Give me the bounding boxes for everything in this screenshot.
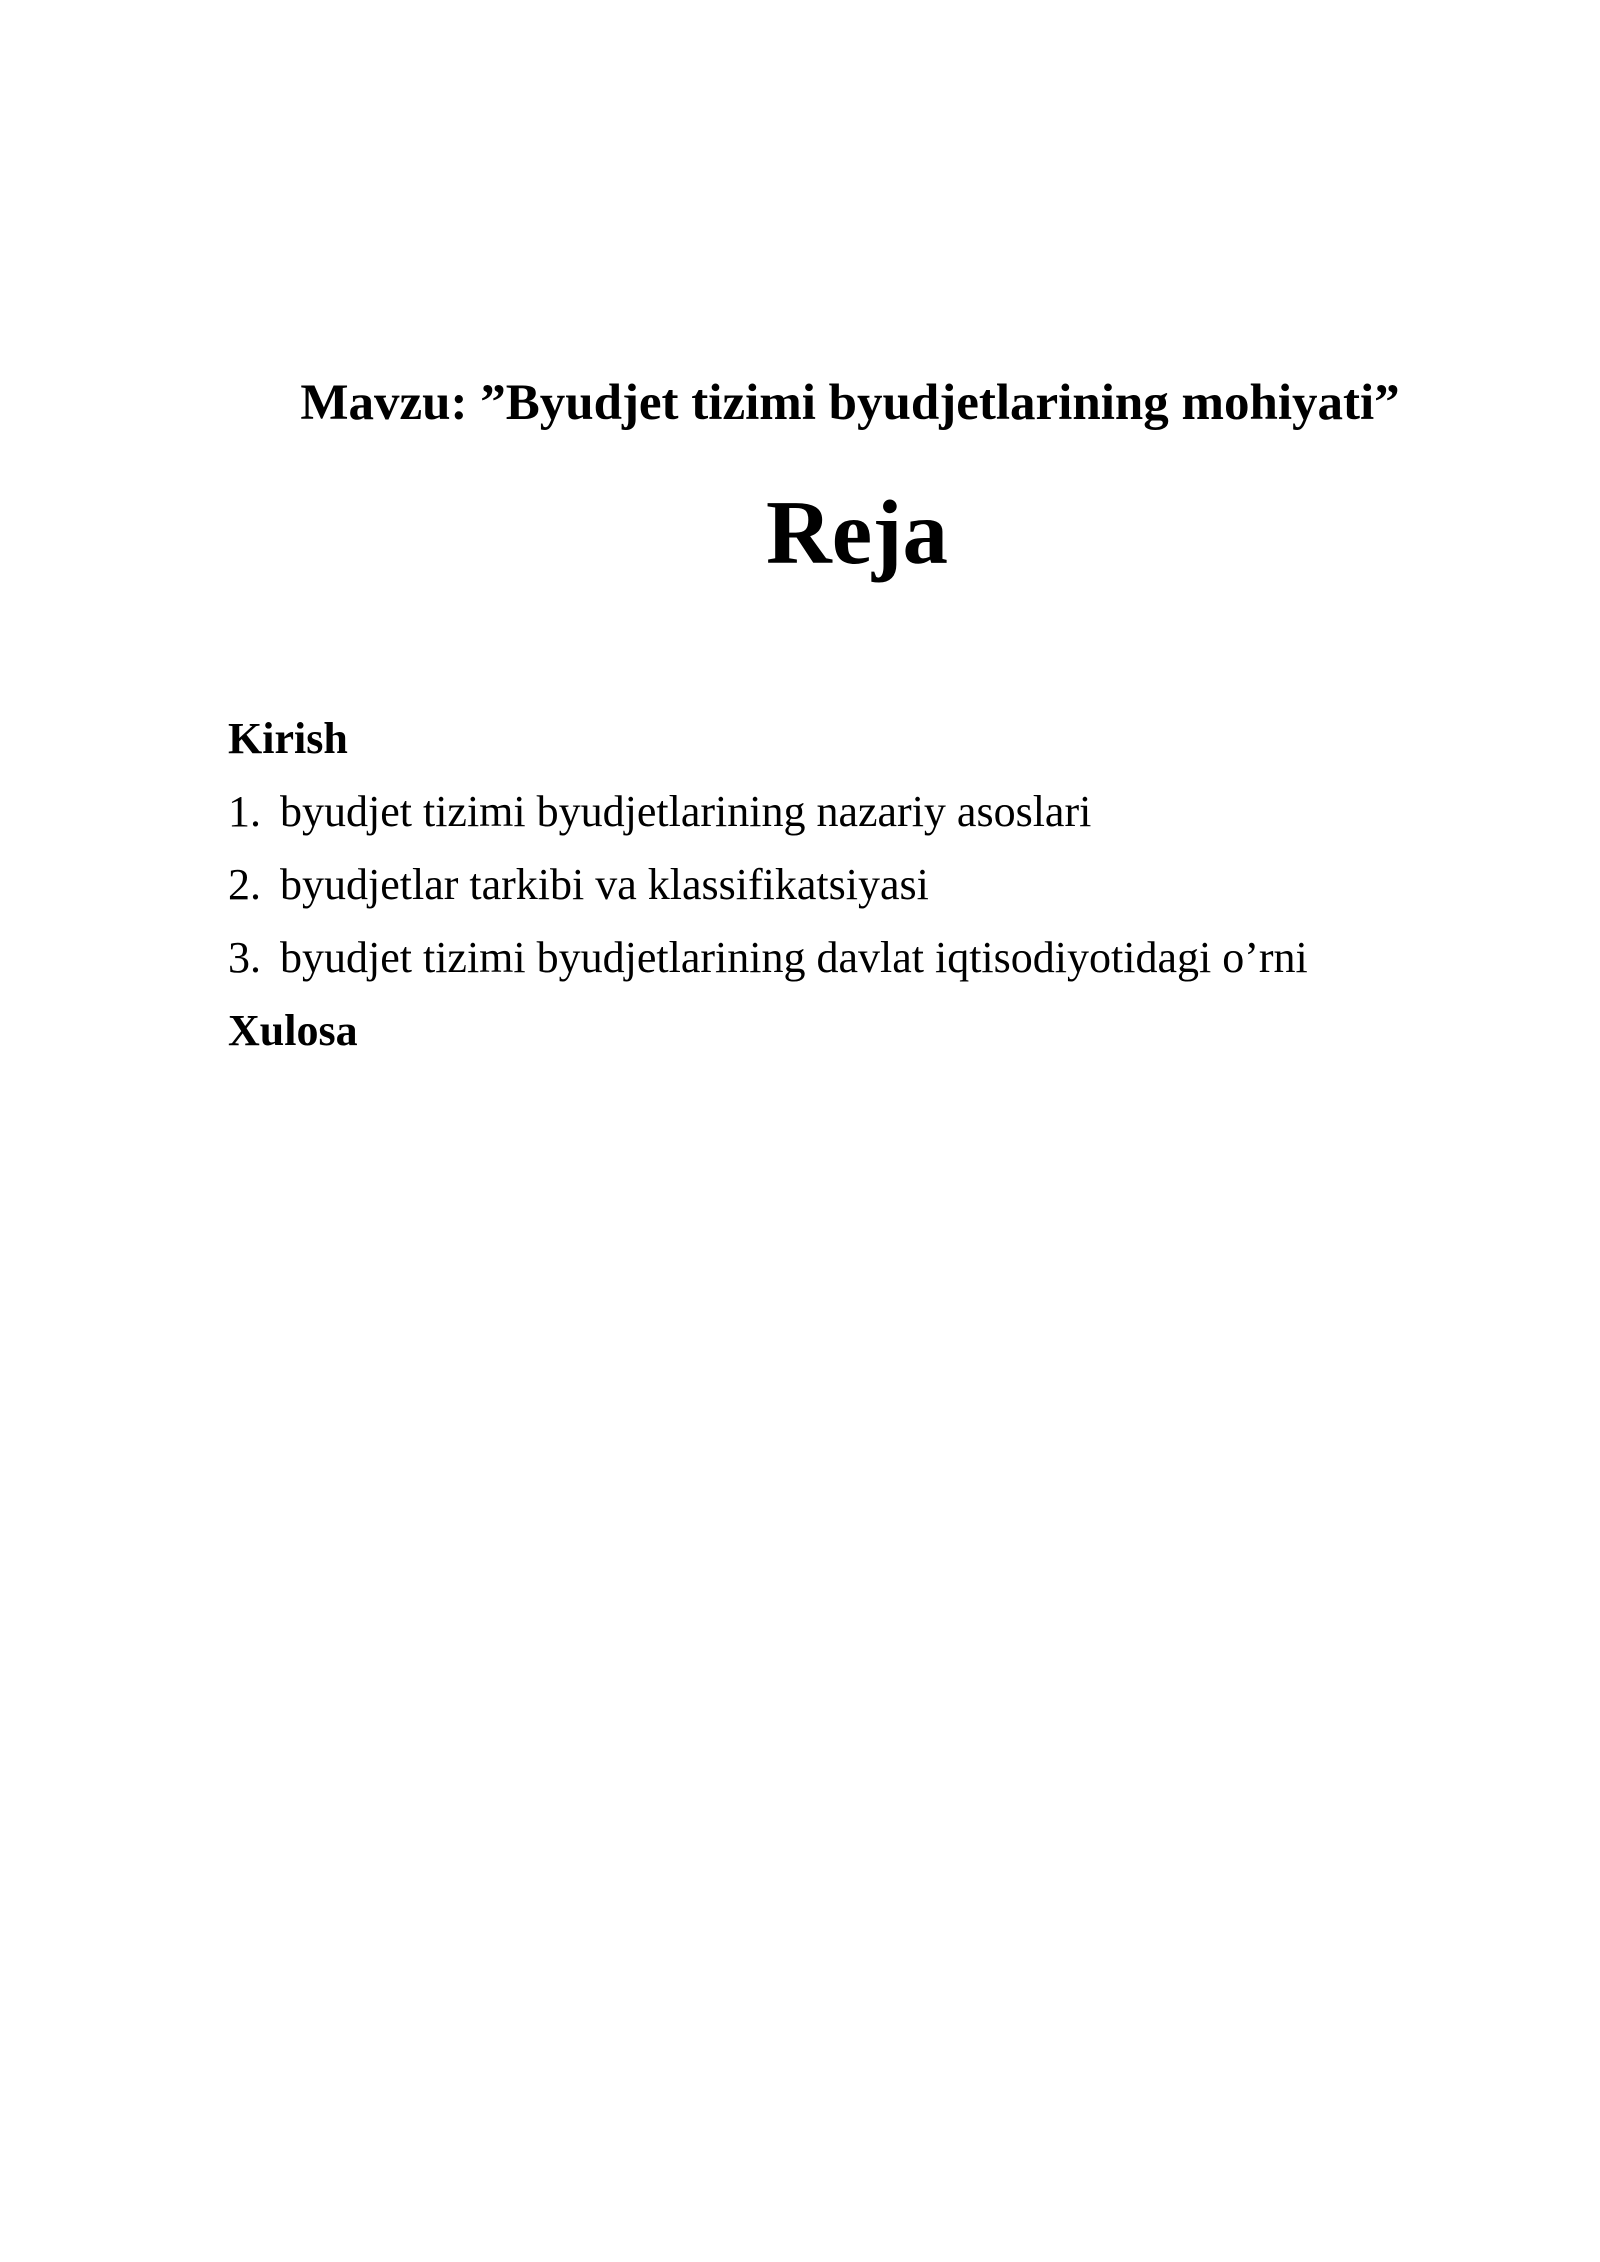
- list-item-text: byudjet tizimi byudjetlarining nazariy asoslari: [280, 787, 1092, 836]
- plan-outline: [228, 702, 1528, 1067]
- list-item: [228, 848, 1528, 921]
- list-item-number: 1.: [228, 787, 261, 836]
- list-item: [228, 775, 1528, 848]
- list-item-text: byudjet tizimi byudjetlarining davlat iqtisodiyotidagi o’rni: [280, 933, 1308, 982]
- topic-title: Mavzu: ”Byudjet tizimi byudjetlarining mohiyati”: [300, 375, 1400, 431]
- introduction-heading: Kirish: [228, 714, 348, 763]
- list-item-number: 2.: [228, 860, 261, 909]
- list-item-number: 3.: [228, 933, 261, 982]
- list-item: [228, 921, 1528, 994]
- plan-heading: Reja: [766, 482, 948, 583]
- list-item-text: byudjetlar tarkibi va klassifikatsiyasi: [280, 860, 929, 909]
- conclusion-heading: Xulosa: [228, 1006, 358, 1055]
